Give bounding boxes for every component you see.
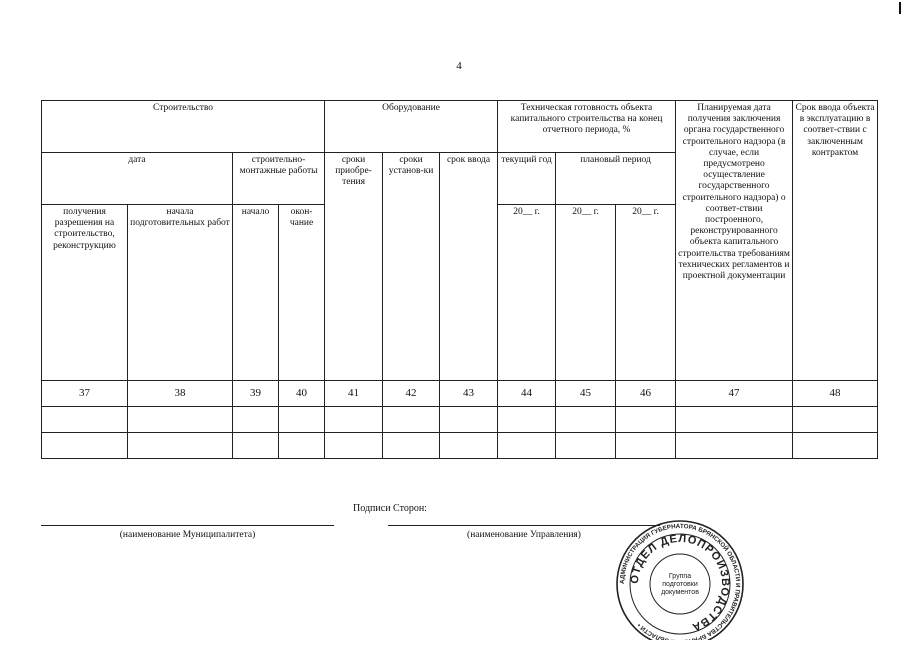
header-readiness: Техническая готовность объекта капитального строительства на конец отчетного периода, % [498,101,676,153]
empty-cell[interactable] [325,407,383,433]
header-installation-terms: сроки установ-ки [383,153,440,381]
table-row [42,433,878,459]
header-acquisition-terms: сроки приобре-тения [325,153,383,381]
empty-cell[interactable] [498,433,556,459]
empty-cell[interactable] [42,433,128,459]
empty-cell[interactable] [128,407,233,433]
header-date: дата [42,153,233,205]
header-year-2: 20__ г. [556,205,616,381]
empty-cell[interactable] [325,433,383,459]
header-equipment: Оборудование [325,101,498,153]
header-year-1: 20__ г. [498,205,556,381]
header-planning-period: плановый период [556,153,676,205]
column-number: 40 [279,381,325,407]
municipality-caption: (наименование Муниципалитета) [119,530,256,540]
header-construction: Строительство [42,101,325,153]
column-number: 42 [383,381,440,407]
empty-cell[interactable] [616,433,676,459]
column-number: 47 [676,381,793,407]
header-commissioning-term: Срок ввода объекта в эксплуатацию в соответ-ствии с заключенным контрактом [793,101,878,381]
report-table [41,100,878,459]
column-number: 37 [42,381,128,407]
empty-cell[interactable] [279,433,325,459]
svg-text:подготовки: подготовки [662,581,698,588]
column-number: 38 [128,381,233,407]
municipality-signature-line[interactable] [41,525,334,526]
header-year-3: 20__ г. [616,205,676,381]
empty-cell[interactable] [556,407,616,433]
page-number: 4 [456,60,462,72]
svg-text:документов: документов [661,589,699,596]
department-caption: (наименование Управления) [467,530,581,540]
column-number: 41 [325,381,383,407]
header-current-year: текущий год [498,153,556,205]
empty-cell[interactable] [383,407,440,433]
empty-cell[interactable] [233,433,279,459]
empty-cell[interactable] [383,433,440,459]
table-row [42,407,878,433]
svg-text:ОТДЕЛ ДЕЛОПРОИЗВОДСТВА: ОТДЕЛ ДЕЛОПРОИЗВОДСТВА [628,532,732,634]
header-end: окон-чание [279,205,325,381]
empty-cell[interactable] [128,433,233,459]
signatures-title: Подписи Сторон: [353,503,427,514]
empty-cell[interactable] [676,407,793,433]
column-number: 46 [616,381,676,407]
svg-text:АДМИНИСТРАЦИЯ ГУБЕРНАТОРА БРЯН: АДМИНИСТРАЦИЯ ГУБЕРНАТОРА БРЯНСКОЙ ОБЛАСТИ И ПРАВИТЕЛЬСТВА БРЯ ОБЛАСТИ • [618,522,742,640]
column-number: 43 [440,381,498,407]
column-number: 45 [556,381,616,407]
empty-cell[interactable] [440,407,498,433]
empty-cell[interactable] [498,407,556,433]
empty-cell[interactable] [793,407,878,433]
empty-cell[interactable] [793,433,878,459]
header-preparatory-start: начала подготовительных работ [128,205,233,381]
empty-cell[interactable] [556,433,616,459]
header-permit-receipt: получения разрешения на строительство, реконструкцию [42,205,128,381]
header-commissioning: срок ввода [440,153,498,381]
header-construction-works: строительно-монтажные работы [233,153,325,205]
header-start: начало [233,205,279,381]
empty-cell[interactable] [279,407,325,433]
empty-cell[interactable] [616,407,676,433]
column-number: 39 [233,381,279,407]
column-number: 44 [498,381,556,407]
column-number: 48 [793,381,878,407]
empty-cell[interactable] [42,407,128,433]
empty-cell[interactable] [676,433,793,459]
corner-mark [899,2,901,14]
header-planned-conclusion-date: Планируемая дата получения заключения органа государственного строительного надзора (в случае, если предусмотрено осуществление государственного строительного надзора) о соответ-ствии построенного, реконструированного объекта капитального строительства требованиям технических регламентов и проектной документации [676,101,793,381]
official-stamp [610,520,750,640]
stamp-graphic [610,520,750,640]
empty-cell[interactable] [233,407,279,433]
svg-text:Группа: Группа [668,573,692,580]
empty-cell[interactable] [440,433,498,459]
